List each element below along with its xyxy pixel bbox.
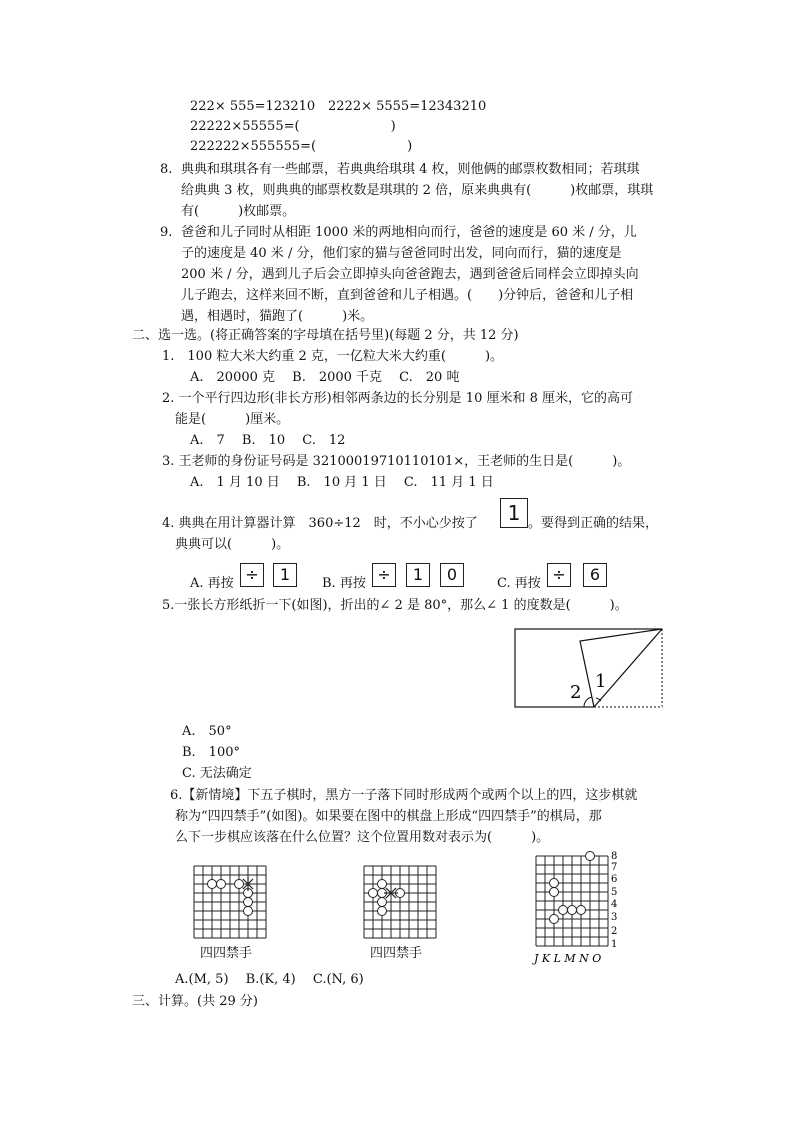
choice-4-option-c-label: C. 再按 [497, 576, 541, 591]
fold-line [594, 629, 662, 707]
row-label: 7 [611, 862, 618, 873]
calculator-key-0: 0 [440, 563, 464, 587]
choice-5-option-a: A. 50° [182, 724, 232, 739]
stone [235, 880, 244, 889]
choice-4-question-line1b: 。要得到正确的结果， [528, 516, 659, 531]
row-label: 3 [611, 912, 618, 923]
choice-6-line3: 么下一步棋应该落在什么位置？这个位置用数对表示为( )。 [175, 830, 550, 845]
stone [550, 888, 559, 897]
q8-number: 8. [160, 162, 173, 177]
section-2-title: 二、选一选。(将正确答案的字母填在括号里)(每题 2 分，共 12 分) [132, 328, 519, 343]
choice-6-line1: 6.【新情境】下五子棋时，黑方一子落下同时形成两个或两个以上的四，这步棋就 [170, 788, 638, 803]
row-label: 1 [611, 939, 618, 950]
calculator-key-divide: ÷ [547, 563, 571, 587]
row-label: 5 [611, 887, 618, 898]
choice-6-line2: 称为“四四禁手”(如图)。如果要在图中的棋盘上形成“四四禁手”的棋局，那 [175, 809, 602, 824]
angle-2-label: 2 [570, 682, 582, 703]
stone [586, 852, 595, 861]
stone [550, 879, 559, 888]
equation-2: 22222×55555=( ) [190, 119, 396, 134]
section-3-title: 三、计算。(共 29 分) [132, 994, 258, 1009]
gomoku-board-3 [528, 848, 620, 966]
stone [550, 915, 559, 924]
stone [577, 906, 586, 915]
choice-4-option-a-label: A. 再按 [190, 576, 234, 591]
stone [378, 898, 387, 907]
gomoku-board-2 [360, 862, 440, 940]
q9-line3: 200 米 / 分，遇到儿子后会立即掉头向爸爸跑去，遇到爸爸后同样会立即掉头向 [181, 267, 639, 282]
q9-line2: 子的速度是 40 米 / 分，他们家的猫与爸爸同时出发，同向而行，猫的速度是 [181, 246, 622, 261]
calculator-key-divide: ÷ [240, 563, 264, 587]
stone [378, 880, 387, 889]
rectangle-outline [515, 629, 662, 707]
choice-1-options: A. 20000 克 B. 2000 千克 C. 20 吨 [190, 370, 460, 385]
calculator-key-1: 1 [273, 563, 297, 587]
folded-flap [580, 629, 662, 707]
stone [378, 907, 387, 916]
choice-1-question: 1. 100 粒大米大约重 2 克，一亿粒大米大约重( )。 [162, 349, 504, 364]
stone [244, 907, 253, 916]
q9-line4: 儿子跑去，这样来回不断，直到爸爸和儿子相遇。( )分钟后，爸爸和儿子相 [181, 288, 634, 303]
row-label: 2 [611, 926, 618, 937]
gomoku-board-1 [190, 862, 270, 940]
board-2-caption: 四四禁手 [370, 946, 423, 961]
calculator-key-1: 1 [406, 563, 430, 587]
q8-line2: 给典典 3 枚，则典典的邮票枚数是琪琪的 2 倍，原来典典有( )枚邮票，琪琪 [181, 183, 654, 198]
equation-1a: 222× 555=123210 [190, 99, 316, 114]
choice-2-question-line2: 能是( )厘米。 [175, 412, 290, 427]
row-label: 8 [611, 851, 618, 862]
angle-1-label: 1 [595, 671, 607, 692]
choice-2-options: A. 7 B. 10 C. 12 [190, 433, 346, 448]
choice-6-options: A.(M, 5) B.(K, 4) C.(N, 6) [175, 972, 364, 987]
equation-1b: 2222× 5555=12343210 [328, 99, 487, 114]
choice-4-option-b-label: B. 再按 [322, 576, 366, 591]
choice-2-question-line1: 2. 一个平行四边形(非长方形)相邻两条边的长分别是 10 厘米和 8 厘米，它的高可 [162, 391, 634, 406]
calculator-key-divide: ÷ [372, 563, 396, 587]
calculator-key-1: 1 [500, 498, 528, 528]
stone [559, 906, 568, 915]
choice-3-question: 3. 王老师的身份证号码是 321000197101101​01×，王老师的生日是( )。 [162, 454, 631, 469]
stone [208, 880, 217, 889]
equation-3: 222222×555555=( ) [190, 139, 413, 154]
choice-5-question: 5.一张长方形纸折一下(如图)，折出的∠ 2 是 80°，那么∠ 1 的度数是( )。 [162, 598, 628, 613]
stone [568, 906, 577, 915]
choice-3-options: A. 1 月 10 日 B. 10 月 1 日 C. 11 月 1 日 [190, 475, 494, 490]
board-1-caption: 四四禁手 [200, 946, 253, 961]
column-labels: J K L M N O [534, 952, 602, 965]
stone [244, 898, 253, 907]
choice-5-option-c: C. 无法确定 [182, 766, 252, 781]
choice-4-question-line1a: 4. 典典在用计算器计算 360÷12 时，不小心少按了 [162, 516, 478, 531]
q9-number: 9. [160, 225, 173, 240]
q8-line3: 有( )枚邮票。 [181, 204, 296, 219]
row-label: 4 [611, 899, 618, 910]
stone [217, 880, 226, 889]
calculator-key-6: 6 [583, 563, 607, 587]
folded-rectangle-figure [512, 625, 667, 711]
q8-line1: 典典和琪琪各有一些邮票，若典典给琪琪 4 枚，则他俩的邮票枚数相同；若琪琪 [181, 162, 640, 177]
row-label: 6 [611, 874, 618, 885]
choice-5-option-b: B. 100° [182, 745, 240, 760]
q9-line5: 遇，相遇时，猫跑了( )米。 [181, 309, 374, 324]
choice-4-question-line2: 典典可以( )。 [175, 537, 290, 552]
q9-line1: 爸爸和儿子同时从相距 1000 米的两地相向而行，爸爸的速度是 60 米 / 分，儿 [181, 225, 637, 240]
stone [369, 889, 378, 898]
